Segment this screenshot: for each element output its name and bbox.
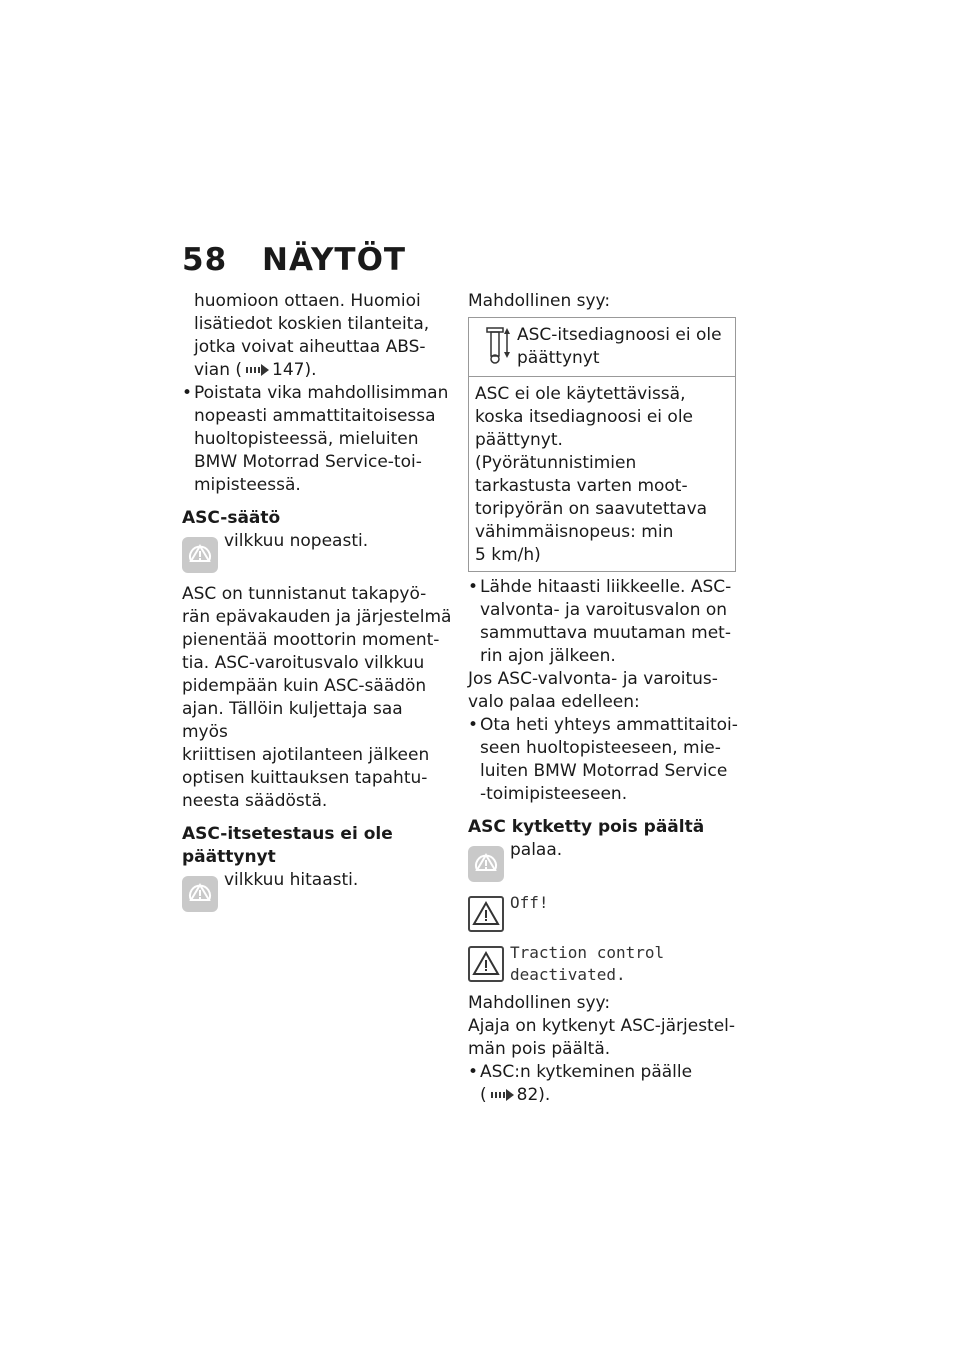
- text-line: kriittisen ajotilanteen jälkeen: [182, 745, 430, 765]
- display-message-row: [468, 942, 738, 986]
- text-line: Traction control: [510, 943, 665, 962]
- ref-suffix: ).: [304, 360, 317, 380]
- indicator-text: palaa.: [510, 840, 563, 860]
- info-box-header: [469, 318, 735, 377]
- text-line: • Lähde hitaasti liikkeelle. ASC-: [480, 577, 732, 597]
- bullet-item: [182, 382, 452, 497]
- indicator-text: vilkkuu nopeasti.: [224, 531, 369, 551]
- text-line: -toimipisteeseen.: [480, 784, 628, 804]
- bullet-item: [468, 576, 738, 668]
- text-line: män pois päältä.: [468, 1039, 611, 1059]
- section-heading-asc-saato: ASC-säätö: [182, 508, 281, 528]
- text-line: tia. ASC-varoitusvalo vilkkuu: [182, 653, 425, 673]
- text-line: • Poistata vika mahdollisimman: [194, 383, 449, 403]
- text-line: pienentää moottorin moment-: [182, 630, 440, 650]
- text-line: ASC-itsediagnoosi ei ole: [517, 325, 722, 345]
- asc-warning-light-icon: [468, 846, 504, 882]
- text-line: huoltopisteessä, mieluiten: [194, 429, 419, 449]
- page-reference-arrow-icon: [245, 364, 269, 376]
- text-line: nopeasti ammattitaitoisessa: [194, 406, 436, 426]
- asc-warning-light-icon: [182, 876, 218, 912]
- text-line: valo palaa edelleen:: [468, 692, 640, 712]
- text-line: • Ota heti yhteys ammattitaitoi-: [480, 715, 738, 735]
- cause-label: Mahdollinen syy:: [468, 993, 611, 1013]
- ref-suffix: ).: [538, 1085, 551, 1105]
- warning-triangle-icon: [468, 896, 504, 932]
- text-line: lisätiedot koskien tilanteita,: [194, 314, 430, 334]
- text-line: deactivated.: [510, 965, 626, 984]
- ref-page: 147: [272, 360, 305, 380]
- text-line: luiten BMW Motorrad Service: [480, 761, 728, 781]
- ref-prefix: vian (: [194, 360, 243, 380]
- paragraph: [468, 668, 738, 714]
- text-line: Jos ASC-valvonta- ja varoitus-: [468, 669, 718, 689]
- warning-triangle-icon: [468, 946, 504, 982]
- text-line: Ajaja on kytkenyt ASC-järjestel-: [468, 1016, 736, 1036]
- heading-line: ASC-itsetestaus ei ole: [182, 824, 393, 844]
- section-heading-asc-off: ASC kytketty pois päältä: [468, 817, 705, 837]
- text-line: jotka voivat aiheuttaa ABS-: [194, 337, 426, 357]
- text-line: rin ajon jälkeen.: [480, 646, 616, 666]
- text-line: 5 km/h): [475, 545, 541, 565]
- asc-paragraph: [182, 583, 452, 813]
- text-line: ajan. Tällöin kuljettaja saa myös: [182, 699, 403, 742]
- page-number: 58: [182, 242, 228, 278]
- text-line: mipisteessä.: [194, 475, 301, 495]
- paragraph: [468, 1015, 738, 1061]
- text-line: pidempään kuin ASC-säädön: [182, 676, 427, 696]
- cause-label: Mahdollinen syy:: [468, 291, 611, 311]
- text-line: päättynyt: [517, 348, 600, 368]
- info-box-title: [517, 324, 722, 370]
- info-box-body: [469, 377, 735, 571]
- page-reference-arrow-icon: [490, 1089, 514, 1101]
- bullet-item: [468, 714, 738, 806]
- indicator-row: [468, 839, 738, 882]
- page-title: NÄYTÖT: [262, 242, 407, 278]
- bullet-item: [468, 1061, 738, 1107]
- text-line: BMW Motorrad Service-toi-: [194, 452, 422, 472]
- text-line: ASC on tunnistanut takapyö-: [182, 584, 427, 604]
- ref-page: 82: [516, 1085, 539, 1105]
- asc-warning-light-icon: [182, 537, 218, 573]
- text-line: optisen kuittauksen tapahtu-: [182, 768, 428, 788]
- gauge-tool-icon: [477, 324, 517, 366]
- page-header: [182, 242, 406, 278]
- section-heading-selftest: [182, 823, 452, 869]
- indicator-row: [182, 530, 452, 573]
- selfdiagnosis-info-box: [468, 317, 736, 572]
- text-line: • ASC:n kytkeminen päälle: [480, 1062, 693, 1082]
- left-column: [182, 290, 452, 912]
- text-line: toripyörän on saavutettava: [475, 499, 708, 519]
- ref-prefix: (: [480, 1085, 487, 1105]
- indicator-text: vilkkuu hitaasti.: [224, 870, 359, 890]
- text-line: vähimmäisnopeus: min: [475, 522, 674, 542]
- text-line: huomioon ottaen. Huomioi: [194, 291, 421, 311]
- indicator-row: [182, 869, 452, 912]
- text-line: rän epävakauden ja järjestelmä: [182, 607, 452, 627]
- display-message-text: Off!: [510, 893, 549, 912]
- text-line: tarkastusta varten moot-: [475, 476, 688, 496]
- display-message-row: [468, 892, 738, 932]
- page-reference[interactable]: [194, 359, 452, 382]
- text-line: valvonta- ja varoitusvalon on: [480, 600, 728, 620]
- text-line: sammuttava muutaman met-: [480, 623, 731, 643]
- text-line: koska itsediagnoosi ei ole: [475, 407, 694, 427]
- page-reference[interactable]: [480, 1084, 738, 1107]
- text-line: neesta säädöstä.: [182, 791, 328, 811]
- display-message-text: [510, 942, 664, 986]
- right-column: [468, 290, 738, 1107]
- text-line: ASC ei ole käytettävissä,: [475, 384, 686, 404]
- text-line: päättynyt. (Pyörätunnistimien: [475, 430, 637, 473]
- text-line: seen huoltopisteeseen, mie-: [480, 738, 721, 758]
- heading-line: päättynyt: [182, 847, 276, 867]
- continued-text: [182, 290, 452, 382]
